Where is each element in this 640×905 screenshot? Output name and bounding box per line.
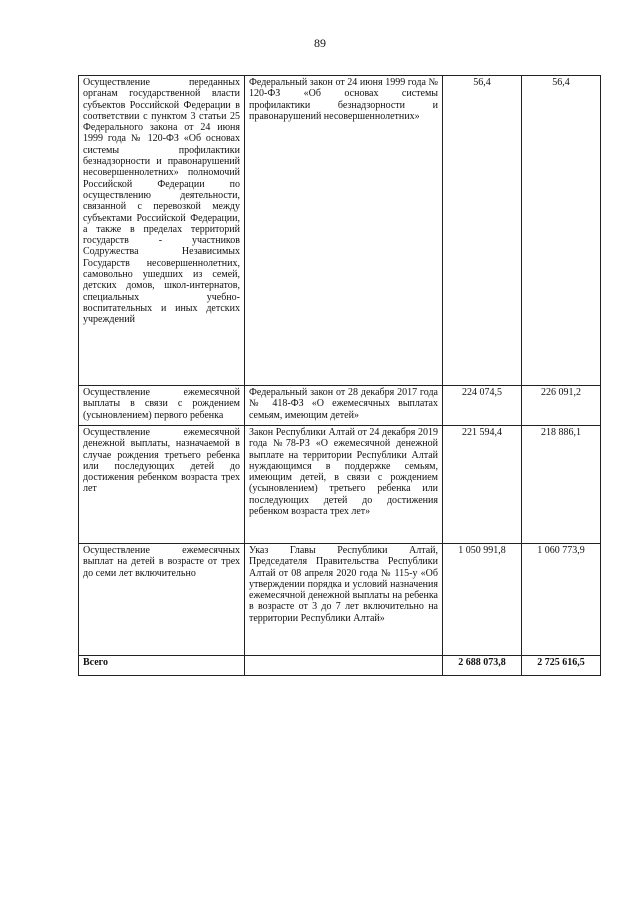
value-2-cell: 226 091,2 bbox=[522, 386, 601, 426]
basis-cell: Указ Главы Республики Алтай, Председателя Правительства Республики Алтай от 08 апреля 2020 года № 115-у «Об утверждении порядка и условий назначения ежемесячной денежной выплаты на ребенка в возрасте от 3 до 7 лет включительно на территории Республики Алтай» bbox=[245, 544, 443, 656]
basis-cell: Федеральный закон от 28 декабря 2017 года № 418-ФЗ «О ежемесячных выплатах семьям, имеющим детей» bbox=[245, 386, 443, 426]
basis-cell: Федеральный закон от 24 июня 1999 года № 120-ФЗ «Об основах системы профилактики безнадзорности и правонарушений несовершеннолетних» bbox=[245, 76, 443, 386]
total-value-1: 2 688 073,8 bbox=[443, 656, 522, 676]
purpose-cell: Осуществление ежемесячной денежной выплаты, назначаемой в случае рождения третьего ребенка или последующих детей до достижения ребенком возраста трех лет bbox=[79, 426, 245, 544]
purpose-cell: Осуществление переданных органам государственной власти субъектов Российской Федерации в соответствии с пунктом 3 статьи 25 Федерального закона от 24 июня 1999 года № 120-ФЗ «Об основах системы профилактики безнадзорности и правонарушений несовершеннолетних» полномочий Российской Федерации по осуществлению деятельности, связанной с перевозкой между субъектами Российской Федерации, а также в пределах территорий государств - участников Содружества Независимых Государств несовершеннолетних, самовольно ушедших из семей, детских домов, школ-интернатов, специальных учебно-воспитательных и иных детских учреждений bbox=[79, 76, 245, 386]
purpose-cell: Осуществление ежемесячных выплат на детей в возрасте от трех до семи лет включительно bbox=[79, 544, 245, 656]
table-row bbox=[79, 544, 601, 656]
total-row bbox=[79, 656, 601, 676]
page-number: 89 bbox=[314, 36, 326, 50]
empty-cell bbox=[245, 656, 443, 676]
value-1-cell: 56,4 bbox=[443, 76, 522, 386]
purpose-cell: Осуществление ежемесячной выплаты в связи с рождением (усыновлением) первого ребенка bbox=[79, 386, 245, 426]
expenditure-table bbox=[78, 75, 601, 676]
total-value-2: 2 725 616,5 bbox=[522, 656, 601, 676]
table-row bbox=[79, 76, 601, 386]
value-2-cell: 1 060 773,9 bbox=[522, 544, 601, 656]
table-row bbox=[79, 426, 601, 544]
value-2-cell: 56,4 bbox=[522, 76, 601, 386]
value-1-cell: 224 074,5 bbox=[443, 386, 522, 426]
table-row bbox=[79, 386, 601, 426]
value-1-cell: 1 050 991,8 bbox=[443, 544, 522, 656]
value-2-cell: 218 886,1 bbox=[522, 426, 601, 544]
basis-cell: Закон Республики Алтай от 24 декабря 2019 года №78-РЗ «О ежемесячной денежной выплате на территории Республики Алтай нуждающимся в поддержке семьям, имеющим детей, в связи с рождением (усыновлением) третьего ребенка или последующих детей до достижения ребенком возраста трех лет» bbox=[245, 426, 443, 544]
total-label: Всего bbox=[79, 656, 245, 676]
value-1-cell: 221 594,4 bbox=[443, 426, 522, 544]
